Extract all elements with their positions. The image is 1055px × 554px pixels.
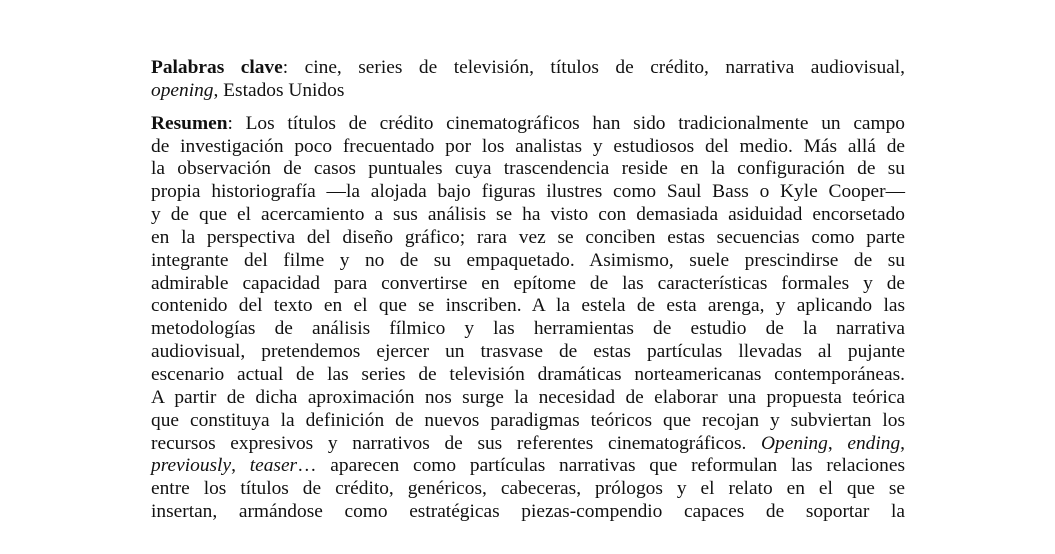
italic-term-teaser: teaser: [249, 455, 298, 477]
abstract-text: : Los títulos de crédito cinematográficos han sido tradicionalmente un campo: [227, 112, 905, 134]
abstract-separator: ,: [231, 455, 250, 477]
italic-term-ending: ending: [847, 432, 901, 454]
abstract-line: contenido del texto en el que se inscriben. A la estela de esta arenga, y aplicando las: [151, 295, 905, 317]
keywords-line-2: [151, 80, 905, 103]
abstract-line: entre los títulos de crédito, genéricos, cabeceras, prólogos y el relato en el que se: [151, 478, 905, 500]
document-body: [151, 57, 905, 524]
abstract-line: metodologías de análisis fílmico y las herramientas de estudio de la narrativa: [151, 318, 905, 340]
abstract-separator: ,: [900, 432, 905, 454]
abstract-line: A partir de dicha aproximación nos surge la necesidad de elaborar una propuesta teórica: [151, 386, 905, 408]
abstract-line: y de que el acercamiento a sus análisis se ha visto con demasiada asiduidad encorsetado: [151, 204, 905, 226]
abstract-separator: ,: [827, 432, 848, 454]
keywords-paragraph: [151, 57, 905, 103]
abstract-line: propia historiografía —la alojada bajo figuras ilustres como Saul Bass o Kyle Cooper—: [151, 181, 905, 203]
abstract-text: recursos expresivos y narrativos de sus referentes cinematográficos.: [151, 432, 762, 454]
italic-term-opening: Opening: [761, 432, 828, 454]
abstract-label: Resumen: [151, 112, 228, 134]
abstract-line: [151, 113, 905, 136]
abstract-line: escenario actual de las series de televisión dramáticas norteamericanas contemporáneas.: [151, 363, 905, 385]
abstract-line: audiovisual, pretendemos ejercer un trasvase de estas partículas llevadas al pujante: [151, 341, 905, 363]
abstract-line: [151, 433, 905, 456]
abstract-line: integrante del filme y no de su empaquetado. Asimismo, suele prescindirse de su: [151, 249, 905, 271]
abstract-paragraph: [151, 113, 905, 524]
abstract-line: de investigación poco frecuentado por los analistas y estudiosos del medio. Más allá de: [151, 135, 905, 157]
abstract-text: aparecen como partículas narrativas que reformulan las relaciones: [316, 455, 905, 477]
abstract-line: admirable capacidad para convertirse en epítome de las características formales y de: [151, 272, 905, 294]
abstract-line: en la perspectiva del diseño gráfico; rara vez se conciben estas secuencias como parte: [151, 226, 905, 248]
keywords-label: Palabras clave: [151, 57, 283, 78]
abstract-line: [151, 455, 905, 478]
keywords-italic-term: opening: [151, 79, 214, 101]
abstract-line: insertan, armándose como estratégicas piezas-compendio capaces de soportar la: [151, 501, 905, 523]
keywords-text-2: , Estados Unidos: [213, 79, 345, 101]
keywords-line-1: [151, 57, 905, 80]
keywords-text-1: : cine, series de televisión, títulos de crédito, narrativa audiovisual,: [282, 57, 906, 78]
italic-term-previously: previously: [151, 455, 232, 477]
abstract-ellipsis: …: [297, 455, 317, 477]
abstract-line: que constituya la definición de nuevos paradigmas teóricos que recojan y subviertan los: [151, 409, 905, 431]
abstract-line: la observación de casos puntuales cuya trascendencia reside en la configuración de su: [151, 158, 905, 180]
